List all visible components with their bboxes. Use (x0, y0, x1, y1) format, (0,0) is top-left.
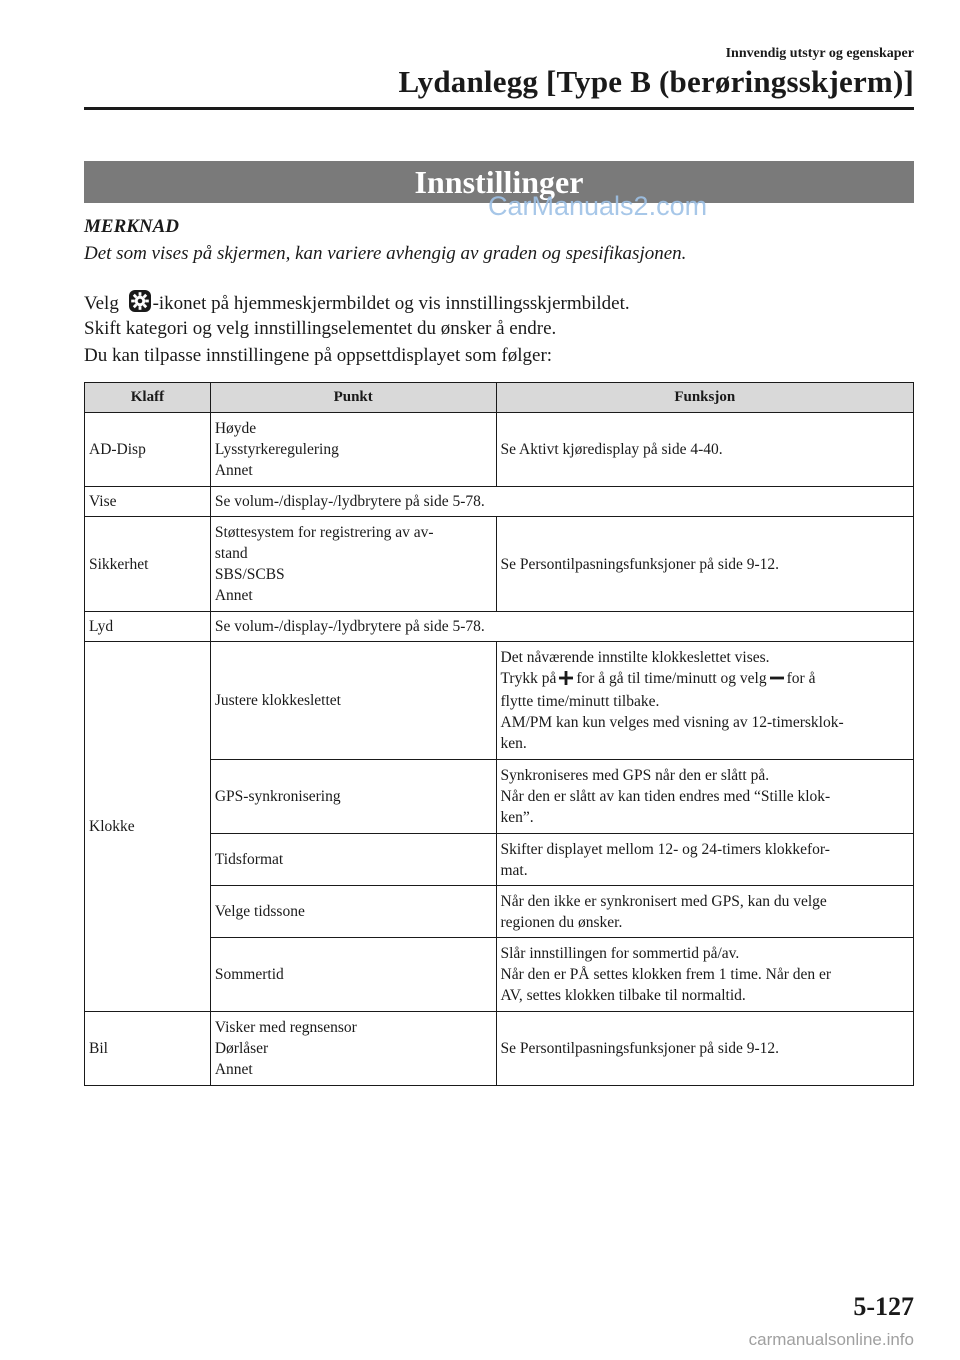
tab-cell: Klokke (85, 642, 211, 1012)
function-text: Slår innstillingen for sommertid på/av. (500, 945, 740, 962)
plus-icon (559, 670, 573, 691)
page-title: Lydanlegg [Type B (berøringsskjerm)] (398, 64, 914, 99)
function-text: ken”. (500, 809, 534, 826)
intro-line-1-pre: Velg (84, 293, 124, 314)
function-text: mat. (500, 861, 528, 879)
intro-line-1 (84, 289, 630, 315)
function-text: Når den er slått av kan tiden endres med “Stille klok- (500, 788, 831, 805)
table-row (85, 1012, 914, 1086)
table-row (85, 612, 914, 642)
item-cell: GPS-synkronisering (210, 760, 496, 834)
item-text: Annet (214, 1061, 253, 1078)
tab-cell: Sikkerhet (85, 517, 211, 612)
function-text-part: Trykk på (500, 670, 557, 687)
item-cell: Tidsformat (210, 834, 496, 886)
function-text: Når den er PÅ settes klokken frem 1 time. Når den er (500, 966, 832, 983)
item-text: Annet (214, 587, 253, 604)
minus-icon (770, 670, 784, 691)
item-text: Visker med regnsensor (214, 1019, 357, 1036)
intro-line-3: Du kan tilpasse innstillingene på oppsettdisplayet som følger: (84, 345, 553, 366)
item-text: Støttesystem for registrering av av- (214, 524, 434, 541)
item-cell: Sommertid (210, 938, 496, 1012)
note-text: Det som vises på skjermen, kan variere avhengig av graden og spesifikasjonen. (84, 243, 687, 264)
description-cell: Se volum-/display-/lydbrytere på side 5-78. (210, 612, 913, 642)
function-text-part: for å gå til time/minutt og velg (576, 670, 767, 687)
tab-cell: AD-Disp (85, 413, 211, 487)
intro-line-1-post: -ikonet på hjemmeskjermbildet og vis innstillingsskjermbildet. (152, 293, 630, 314)
function-text: flytte time/minutt tilbake. (500, 693, 660, 710)
function-cell (496, 642, 914, 760)
function-text-part: for å (786, 670, 816, 687)
function-text: Skifter displayet mellom 12- og 24-timers klokkefor- (500, 840, 830, 858)
tab-cell: Lyd (85, 612, 211, 642)
table-row (85, 487, 914, 517)
function-text: Synkroniseres med GPS når den er slått på. (500, 767, 770, 784)
header-divider (84, 107, 914, 110)
table-row (85, 642, 914, 760)
settings-table (84, 382, 914, 1086)
item-cell (210, 413, 496, 487)
function-cell: Se Persontilpasningsfunksjoner på side 9-12. (496, 1012, 914, 1086)
item-text: Annet (214, 462, 253, 479)
item-text: SBS/SCBS (214, 566, 285, 583)
item-cell (210, 1012, 496, 1086)
watermark: CarManuals2.com (488, 191, 708, 221)
function-text: AM/PM kan kun velges med visning av 12-timersklok- (500, 714, 844, 731)
function-text: Når den ikke er synkronisert med GPS, kan du velge (500, 892, 827, 910)
item-text: Høyde (214, 420, 257, 437)
function-cell: Se Persontilpasningsfunksjoner på side 9-12. (496, 517, 914, 612)
function-cell (496, 834, 914, 886)
table-row (85, 413, 914, 487)
section-title: Innstillinger (84, 161, 914, 203)
function-text: AV, settes klokken tilbake til normaltid. (500, 987, 746, 1004)
item-text: Lysstyrkeregulering (214, 441, 339, 458)
item-cell: Velge tidssone (210, 886, 496, 938)
intro-line-2: Skift kategori og velg innstillingselementet du ønsker å endre. (84, 318, 557, 339)
function-cell (496, 760, 914, 834)
chapter-heading: Innvendig utstyr og egenskaper (725, 46, 914, 61)
table-row (85, 517, 914, 612)
function-text (501, 668, 910, 691)
function-text: regionen du ønsker. (500, 913, 623, 931)
item-cell: Justere klokkeslettet (210, 642, 496, 760)
item-text: stand (214, 545, 248, 562)
column-header: Klaff (85, 383, 211, 413)
column-header: Funksjon (496, 383, 914, 413)
function-cell: Se Aktivt kjøredisplay på side 4-40. (496, 413, 914, 487)
page-number: 5-127 (853, 1292, 914, 1321)
function-cell (496, 938, 914, 1012)
footer-watermark: carmanualsonline.info (748, 1330, 914, 1349)
note-label: MERKNAD (84, 216, 180, 237)
function-cell (496, 886, 914, 938)
tab-cell: Bil (85, 1012, 211, 1086)
function-text: ken. (500, 735, 527, 752)
description-cell: Se volum-/display-/lydbrytere på side 5-78. (210, 487, 913, 517)
function-text: Det nåværende innstilte klokkeslettet vises. (500, 649, 770, 666)
tab-cell: Vise (85, 487, 211, 517)
item-cell (210, 517, 496, 612)
item-text: Dørlåser (214, 1040, 269, 1057)
gear-icon (128, 289, 152, 313)
table-header-row (85, 383, 914, 413)
column-header: Punkt (210, 383, 496, 413)
